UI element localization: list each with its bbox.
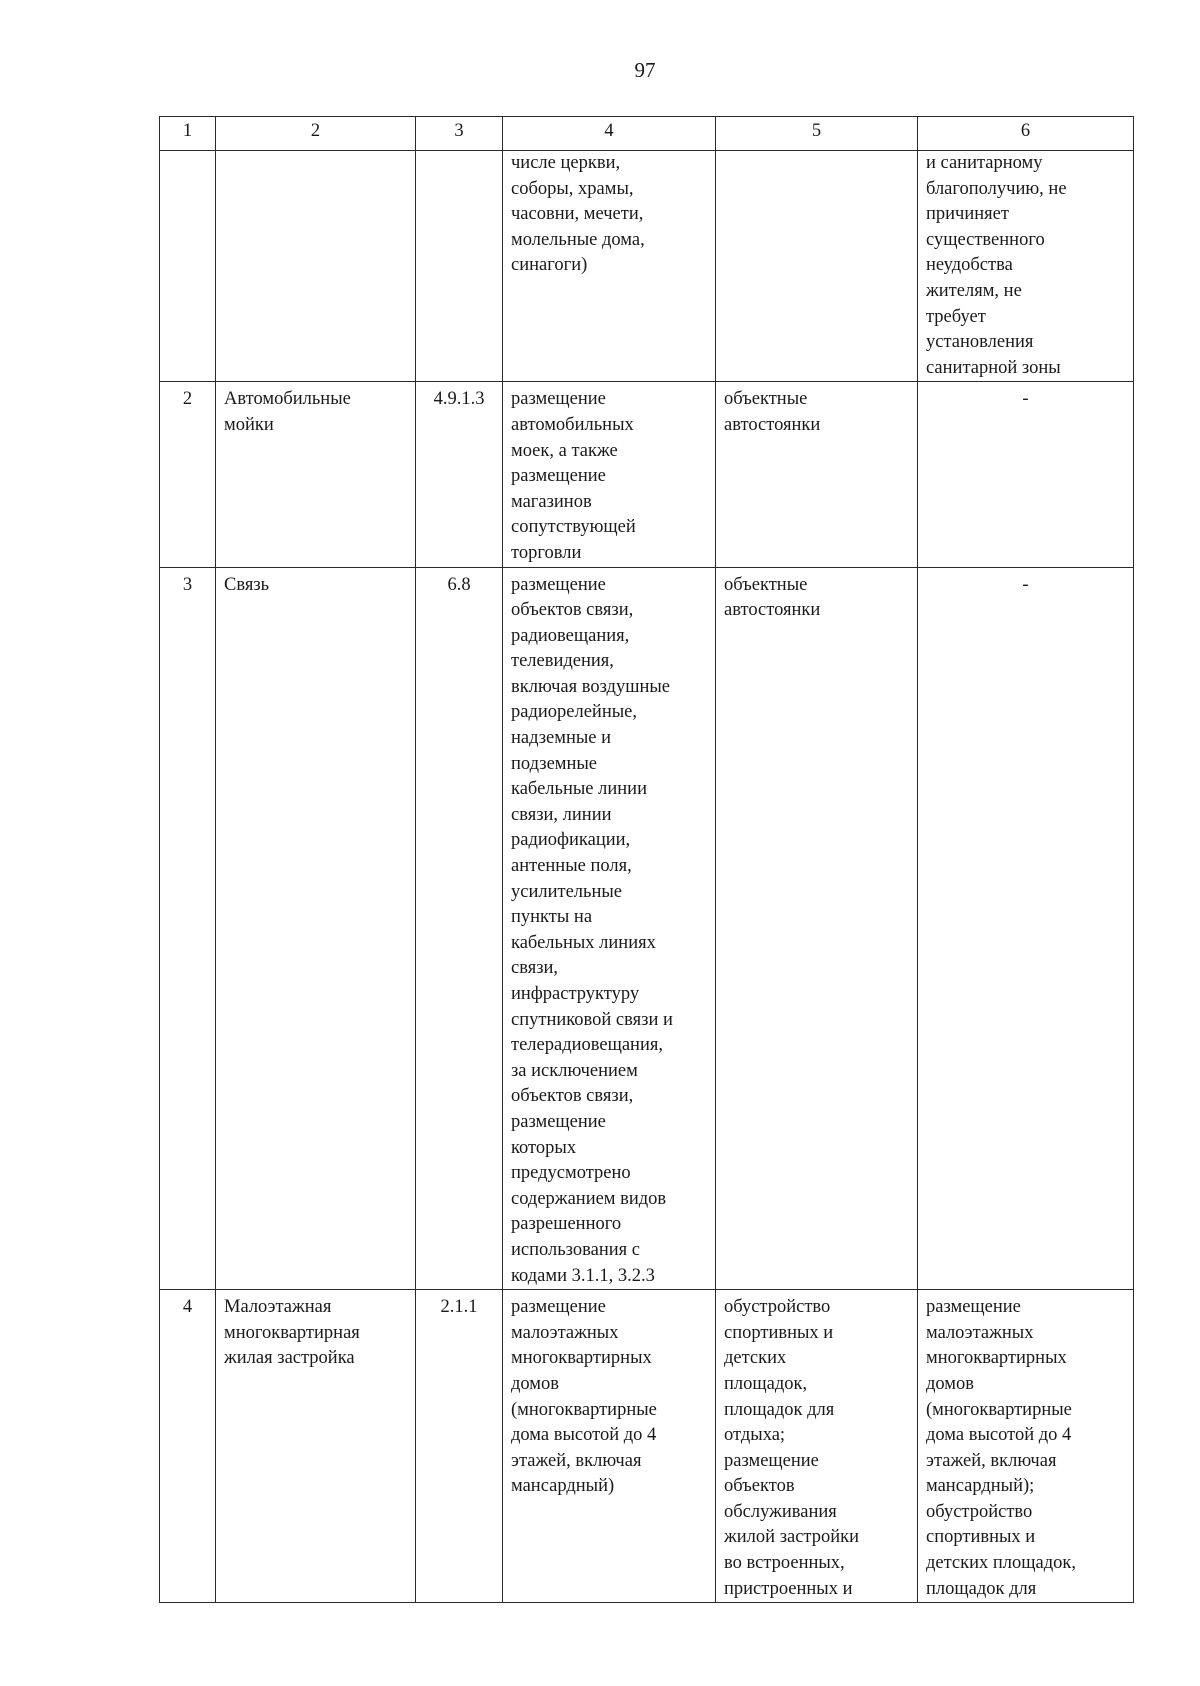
use-description: числе церкви, соборы, храмы, часовни, мечети, молельные дома, синагоги) <box>503 151 716 382</box>
use-conditions: размещение малоэтажных многоквартирных домов (многоквартирные дома высотой до 4 этажей, включая мансардный); обустройство спортивных и детских площадок, площадок для <box>918 1290 1134 1603</box>
row-number: 4 <box>160 1290 216 1603</box>
row-number: 3 <box>160 567 216 1290</box>
use-description: размещение малоэтажных многоквартирных домов (многоквартирные дома высотой до 4 этажей, включая мансардный) <box>503 1290 716 1603</box>
table-row <box>160 567 1134 1290</box>
row-number: 2 <box>160 382 216 567</box>
table-row <box>160 1290 1134 1603</box>
column-header: 2 <box>216 117 416 151</box>
use-name: Связь <box>216 567 416 1290</box>
column-header: 3 <box>416 117 503 151</box>
auxiliary-uses: обустройство спортивных и детских площадок, площадок для отдыха; размещение объектов обслуживания жилой застройки во встроенных, пристроенных и <box>716 1290 918 1603</box>
table-row <box>160 151 1134 382</box>
use-description: размещение автомобильных моек, а также размещение магазинов сопутствующей торговли <box>503 382 716 567</box>
use-code: 4.9.1.3 <box>416 382 503 567</box>
auxiliary-uses <box>716 151 918 382</box>
permitted-use-table <box>159 116 1134 1603</box>
auxiliary-uses: объектные автостоянки <box>716 382 918 567</box>
table-header-row <box>160 117 1134 151</box>
column-header: 1 <box>160 117 216 151</box>
use-description: размещение объектов связи, радиовещания, телевидения, включая воздушные радиорелейные, надземные и подземные кабельные линии связи, линии радиофикации, антенные поля, усилительные пункты на кабельных линиях связи, инфраструктуру спутниковой связи и телерадиовещания, за исключением объектов связи, размещение которых предусмотрено содержанием видов разрешенного использования с кодами 3.1.1, 3.2.3 <box>503 567 716 1290</box>
column-header: 4 <box>503 117 716 151</box>
auxiliary-uses: объектные автостоянки <box>716 567 918 1290</box>
use-code: 6.8 <box>416 567 503 1290</box>
use-name: Автомобильные мойки <box>216 382 416 567</box>
use-conditions: - <box>918 382 1134 567</box>
column-header: 5 <box>716 117 918 151</box>
use-conditions: - <box>918 567 1134 1290</box>
use-code <box>416 151 503 382</box>
row-number <box>160 151 216 382</box>
use-name: Малоэтажная многоквартирная жилая застройка <box>216 1290 416 1603</box>
page-number: 97 <box>634 58 656 82</box>
column-header: 6 <box>918 117 1134 151</box>
table-row <box>160 382 1134 567</box>
use-code: 2.1.1 <box>416 1290 503 1603</box>
use-name <box>216 151 416 382</box>
use-conditions: и санитарному благополучию, не причиняет существенного неудобства жителям, не требует установления санитарной зоны <box>918 151 1134 382</box>
